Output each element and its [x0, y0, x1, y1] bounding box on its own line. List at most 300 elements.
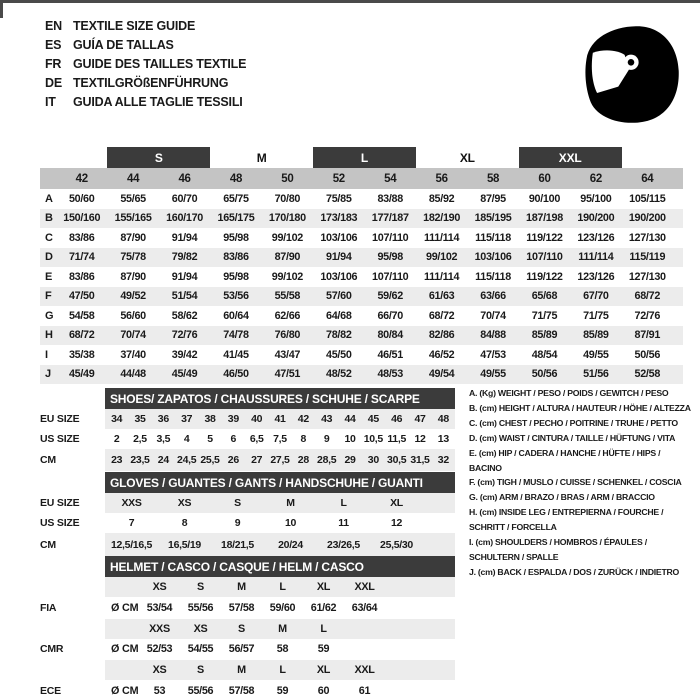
legend-item: J. (cm) BACK / ESPALDA / DOS / ZURÜCK / INDIETRO	[469, 566, 680, 577]
helmet-cm-value-cell: 53/54	[146, 601, 173, 614]
size-value-cell: 55/58	[274, 290, 301, 303]
size-value-cell: 49/55	[480, 368, 506, 381]
helmet-fia-values-row	[40, 597, 455, 619]
glove-us-size-cell: 12	[390, 517, 403, 529]
size-band-l: L	[313, 147, 416, 168]
size-column-header: 60	[538, 172, 551, 185]
helmet-cm-value-cell: 53	[153, 684, 166, 697]
measure-letter: I	[45, 348, 48, 361]
title-language-list	[45, 16, 246, 111]
size-value-cell: 127/130	[628, 231, 666, 244]
size-table-row-D	[40, 248, 683, 268]
textile-size-table	[40, 147, 683, 384]
size-value-cell: 99/102	[271, 270, 303, 283]
shoe-us-size-cell: 6	[230, 433, 237, 445]
helmet-cm-value-cell: 54/55	[187, 643, 214, 656]
size-value-cell: 127/130	[628, 270, 666, 283]
shoe-us-size-cell: 5	[207, 433, 213, 445]
size-value-cell: 160/170	[166, 212, 203, 225]
size-value-cell: 107/110	[372, 231, 409, 244]
shoe-us-size-cell: 2,5	[133, 433, 147, 445]
helmet-cm-value-cell: 56/57	[228, 643, 255, 656]
size-table-body	[40, 189, 683, 384]
size-value-cell: 65/68	[531, 290, 558, 303]
size-value-cell: 78/82	[326, 329, 352, 342]
shoe-cm-cell: 28	[297, 454, 309, 466]
glove-cm-cell: 16,5/19	[168, 539, 201, 551]
language-row	[45, 92, 246, 111]
size-column-header: 44	[127, 172, 140, 185]
legend-item: E. (cm) HIP / CADERA / HANCHE / HÜFTE / HIPS / BACINO	[469, 447, 661, 473]
size-value-cell: 45/49	[68, 368, 95, 381]
glove-eu-size-cell: L	[340, 497, 347, 509]
size-value-cell: 87/90	[120, 231, 146, 244]
shoe-cm-cell: 26	[227, 454, 239, 466]
gloves-cm-row	[40, 533, 455, 557]
shoe-eu-size-cell: 44	[344, 413, 356, 425]
helmet-size-label-cell: S	[197, 664, 204, 676]
size-value-cell: 48/54	[531, 348, 558, 361]
shoe-us-size-cell: 12	[414, 433, 426, 445]
helmet-size-label-cell: L	[320, 622, 327, 635]
size-numbers-row	[40, 168, 683, 189]
size-table-row-E	[40, 267, 683, 287]
helmet-cm-value-cell: 60	[317, 684, 330, 697]
row-label: CM	[40, 539, 56, 551]
page-frame-top-line	[3, 0, 700, 3]
helmet-cmr-sizes-row	[40, 619, 455, 639]
size-value-cell: 165/175	[217, 212, 255, 225]
shoe-us-size-cell: 7,5	[273, 433, 287, 445]
size-value-cell: 95/98	[223, 231, 249, 244]
unit-label: Ø CM	[111, 643, 139, 656]
shoe-cm-cell: 24	[157, 454, 169, 466]
size-value-cell: 99/102	[426, 251, 458, 264]
shoe-us-size-cell: 3,5	[156, 433, 171, 445]
shoes-us-size-row	[40, 429, 455, 449]
size-value-cell: 111/114	[424, 270, 460, 283]
size-value-cell: 50/56	[634, 348, 661, 361]
language-code: IT	[45, 94, 56, 109]
size-value-cell: 67/70	[583, 290, 609, 303]
standard-label: ECE	[40, 684, 61, 697]
shoe-us-size-cell: 2	[113, 433, 120, 445]
size-value-cell: 63/66	[480, 290, 506, 303]
glove-cm-cell: 25,5/30	[380, 539, 413, 551]
shoe-cm-cell: 27,5	[270, 454, 290, 466]
glove-cm-cell: 18/21,5	[221, 539, 254, 551]
shoes-eu-size-row	[40, 409, 455, 429]
size-value-cell: 85/89	[531, 329, 558, 342]
language-code: ES	[45, 37, 62, 52]
guide-title: TEXTILE SIZE GUIDE	[73, 18, 196, 33]
glove-us-size-cell: 9	[234, 517, 241, 529]
shoe-us-size-cell: 4	[183, 433, 190, 445]
size-value-cell: 48/53	[377, 368, 403, 381]
size-value-cell: 190/200	[628, 212, 666, 225]
size-value-cell: 185/195	[474, 212, 512, 225]
size-value-cell: 41/45	[223, 348, 249, 361]
size-value-cell: 177/187	[371, 212, 409, 225]
guide-title: GUÍA DE TALLAS	[73, 37, 174, 52]
language-row	[45, 54, 246, 73]
size-value-cell: 71/74	[68, 251, 95, 264]
helmet-cm-value-cell: 63/64	[351, 601, 378, 614]
legend-item: D. (cm) WAIST / CINTURA / TAILLE / HÜFTUNG / VITA	[469, 432, 676, 443]
shoe-eu-size-cell: 47	[414, 413, 426, 425]
size-table-row-A	[40, 189, 683, 209]
helmet-cm-value-cell: 59	[317, 643, 330, 656]
guide-title: GUIDE DES TAILLES TEXTILE	[73, 56, 247, 71]
shoe-eu-size-cell: 40	[251, 413, 263, 425]
size-column-header: 58	[486, 172, 500, 185]
measurement-legend	[469, 386, 694, 580]
size-column-header: 52	[332, 172, 345, 185]
legend-item: B. (cm) HEIGHT / ALTURA / HAUTEUR / HÖHE / ALTEZZA	[469, 402, 691, 413]
legend-item: F. (cm) TIGH / MUSLO / CUISSE / SCHENKEL / COSCIA	[469, 477, 682, 488]
row-label	[40, 577, 105, 597]
language-row	[45, 73, 246, 92]
shoe-us-size-cell: 9	[323, 433, 330, 445]
shoe-eu-size-cell: 35	[134, 413, 146, 425]
shoe-us-size-cell: 10	[344, 433, 356, 445]
glove-us-size-cell: 10	[284, 517, 297, 529]
size-value-cell: 82/86	[428, 329, 455, 342]
size-value-cell: 83/88	[377, 192, 403, 205]
row-label: US SIZE	[40, 433, 80, 445]
size-column-header: 42	[75, 172, 88, 185]
size-value-cell: 87/91	[634, 329, 661, 342]
size-value-cell: 54/58	[68, 309, 95, 322]
gloves-us-size-row	[40, 513, 455, 533]
shoe-eu-size-cell: 36	[157, 413, 169, 425]
shoe-cm-cell: 29	[344, 454, 356, 466]
size-value-cell: 107/110	[372, 270, 409, 283]
shoe-cm-cell: 32	[437, 454, 449, 466]
language-row	[45, 16, 246, 35]
shoe-cm-cell: 30	[367, 454, 379, 466]
size-value-cell: 103/106	[320, 270, 358, 283]
size-band-xl: XL	[459, 150, 475, 165]
glove-cm-cell: 23/26,5	[327, 539, 360, 551]
size-value-cell: 60/64	[223, 309, 249, 322]
size-value-cell: 83/86	[223, 251, 249, 264]
size-value-cell: 90/100	[528, 192, 561, 205]
size-value-cell: 66/70	[377, 309, 403, 322]
measure-letter: J	[45, 368, 51, 381]
size-column-header: 54	[384, 172, 397, 185]
shoe-cm-cell: 23	[111, 454, 123, 466]
helmet-cm-value-cell: 52/53	[146, 643, 173, 656]
size-value-cell: 55/65	[120, 192, 146, 205]
language-code: FR	[45, 56, 62, 71]
size-value-cell: 187/198	[525, 212, 563, 225]
size-value-cell: 74/78	[223, 329, 249, 342]
size-value-cell: 35/38	[68, 348, 95, 361]
helmet-cm-value-cell: 61/62	[310, 601, 337, 614]
size-value-cell: 115/118	[475, 270, 511, 283]
shoe-us-size-cell: 11,5	[387, 433, 406, 445]
size-value-cell: 50/56	[531, 368, 558, 381]
helmet-section-header: HELMET / CASCO / CASQUE / HELM / CASCO	[105, 556, 455, 577]
shoe-us-size-cell: 6,5	[249, 433, 264, 445]
size-value-cell: 51/54	[171, 290, 198, 303]
helmet-size-label-cell: L	[279, 664, 286, 676]
size-table-row-B	[40, 209, 683, 229]
size-value-cell: 52/58	[634, 368, 661, 381]
glove-us-size-cell: 7	[128, 517, 135, 529]
size-value-cell: 91/94	[171, 270, 198, 283]
size-value-cell: 85/92	[428, 192, 455, 205]
size-value-cell: 76/80	[274, 329, 301, 342]
helmet-size-label-cell: XS	[193, 622, 208, 635]
glove-eu-size-cell: M	[286, 497, 295, 509]
size-value-cell: 182/190	[423, 212, 461, 225]
size-value-cell: 103/106	[320, 231, 358, 244]
glove-eu-size-cell: XS	[177, 497, 192, 509]
shoe-eu-size-cell: 45	[367, 413, 379, 425]
shoe-eu-size-cell: 48	[437, 413, 449, 425]
size-value-cell: 79/82	[171, 251, 198, 264]
size-value-cell: 119/122	[526, 231, 563, 244]
row-label: EU SIZE	[40, 413, 80, 425]
size-value-cell: 83/86	[68, 270, 95, 283]
helmet-ece-sizes-row	[40, 660, 455, 680]
size-value-cell: 37/40	[120, 348, 146, 361]
language-code: DE	[45, 75, 62, 90]
helmet-size-label-cell: XL	[316, 581, 331, 593]
legend-item: A. (Kg) WEIGHT / PESO / POIDS / GEWITCH / PESO	[469, 388, 669, 398]
size-value-cell: 72/76	[634, 309, 661, 322]
row-label: US SIZE	[40, 517, 80, 529]
row-label: EU SIZE	[40, 497, 80, 509]
size-value-cell: 170/180	[268, 212, 306, 225]
gloves-section-header: GLOVES / GUANTES / GANTS / HANDSCHUHE / GUANTI	[105, 472, 455, 493]
row-label	[40, 660, 105, 680]
size-value-cell: 83/86	[68, 231, 95, 244]
measure-letter: E	[45, 270, 53, 283]
size-value-cell: 99/102	[271, 231, 303, 244]
size-value-cell: 46/51	[377, 348, 403, 361]
size-value-cell: 87/95	[480, 192, 506, 205]
size-value-cell: 47/50	[68, 290, 95, 303]
glove-cm-cell: 20/24	[278, 539, 303, 551]
helmet-cm-value-cell: 61	[358, 684, 371, 697]
size-value-cell: 75/78	[120, 251, 146, 264]
unit-label: Ø CM	[111, 684, 139, 697]
glove-cm-cell: 12,5/16,5	[110, 539, 153, 551]
size-value-cell: 84/88	[480, 329, 506, 342]
helmet-size-label-cell: XXS	[149, 622, 170, 635]
size-value-cell: 155/165	[114, 212, 152, 225]
shoe-us-size-cell: 13	[437, 433, 449, 445]
measure-letter: C	[45, 231, 53, 244]
legend-item: H. (cm) INSIDE LEG / ENTREPIERNA / FOURCHE / SCHRITT / FORCELLA	[469, 507, 664, 533]
shoe-cm-cell: 30,5	[387, 454, 407, 466]
size-number-cells	[56, 168, 673, 189]
size-value-cell: 107/110	[526, 251, 563, 264]
size-value-cell: 115/119	[629, 251, 666, 264]
size-column-header: 56	[435, 172, 448, 185]
shoes-section-header: SHOES/ ZAPATOS / CHAUSSURES / SCHUHE / SCARPE	[105, 388, 455, 409]
size-value-cell: 48/52	[326, 368, 352, 381]
size-value-cell: 85/89	[583, 329, 609, 342]
size-value-cell: 123/126	[577, 231, 615, 244]
size-value-cell: 71/75	[583, 309, 609, 322]
glove-eu-size-cell: S	[234, 497, 241, 509]
size-value-cell: 68/72	[68, 329, 95, 342]
shoe-cm-cell: 24,5	[177, 454, 197, 466]
size-value-cell: 72/76	[171, 329, 198, 342]
size-value-cell: 60/70	[171, 192, 198, 205]
shoe-eu-size-cell: 39	[227, 413, 239, 425]
helmet-cm-value-cell: 57/58	[228, 601, 255, 614]
measure-letter: G	[45, 309, 54, 322]
racing-helmet-icon	[576, 22, 686, 128]
size-value-cell: 46/52	[428, 348, 455, 361]
size-value-cell: 45/50	[326, 348, 352, 361]
size-value-cell: 65/75	[223, 192, 249, 205]
helmet-size-label-cell: XL	[316, 664, 331, 676]
standard-label: FIA	[40, 601, 57, 614]
size-value-cell: 111/114	[578, 251, 614, 264]
page-frame-left-line	[0, 0, 3, 18]
shoes-cm-row	[40, 449, 455, 471]
shoe-us-size-cell: 8	[300, 433, 307, 445]
size-value-cell: 190/200	[577, 212, 615, 225]
shoe-eu-size-cell: 46	[391, 413, 403, 425]
helmet-size-label-cell: S	[238, 622, 245, 635]
size-value-cell: 53/56	[223, 290, 249, 303]
size-value-cell: 95/100	[580, 192, 612, 205]
size-column-header: 64	[641, 172, 654, 185]
helmet-size-label-cell: M	[278, 622, 287, 635]
size-value-cell: 173/183	[320, 212, 358, 225]
size-value-cell: 95/98	[223, 270, 249, 283]
size-table-row-H	[40, 326, 683, 346]
helmet-size-label-cell: L	[279, 581, 286, 593]
helmet-fia-sizes-row	[40, 577, 455, 597]
size-value-cell: 87/90	[120, 270, 146, 283]
helmet-size-label-cell: M	[237, 664, 246, 676]
unit-label	[105, 660, 139, 680]
measure-letter: A	[45, 192, 53, 205]
helmet-size-section	[40, 556, 455, 700]
shoe-eu-size-cell: 43	[321, 413, 333, 425]
helmet-size-label-cell: XS	[152, 581, 167, 593]
shoe-cm-cell: 28,5	[317, 454, 337, 466]
size-value-cell: 71/75	[531, 309, 558, 322]
size-band-cells	[56, 147, 673, 168]
language-row	[45, 35, 246, 54]
size-value-cell: 115/118	[475, 231, 511, 244]
gloves-size-section	[40, 472, 455, 557]
size-value-cell: 80/84	[377, 329, 403, 342]
size-value-cell: 70/80	[274, 192, 301, 205]
helmet-size-label-cell: XXL	[354, 581, 375, 593]
helmet-size-label-cell: XXL	[354, 664, 375, 676]
size-value-cell: 62/66	[274, 309, 301, 322]
size-value-cell: 47/51	[274, 368, 301, 381]
size-value-cell: 70/74	[480, 309, 506, 322]
size-column-header: 46	[178, 172, 191, 185]
language-code: EN	[45, 18, 62, 33]
row-label: CM	[40, 454, 56, 466]
size-column-header: 50	[281, 172, 294, 185]
size-value-cell: 70/74	[120, 329, 146, 342]
measure-letter: H	[45, 329, 53, 342]
shoe-cm-cell: 23,5	[130, 454, 150, 466]
size-value-cell: 111/114	[424, 231, 460, 244]
size-table-row-I	[40, 345, 683, 365]
measure-letter: D	[45, 251, 53, 264]
shoe-us-size-cell: 10,5	[363, 433, 383, 445]
size-value-cell: 91/94	[171, 231, 198, 244]
size-value-cell: 45/49	[171, 368, 198, 381]
size-value-cell: 49/54	[428, 368, 455, 381]
size-value-cell: 58/62	[171, 309, 198, 322]
shoe-cm-cell: 25,5	[200, 454, 220, 466]
helmet-cmr-values-row	[40, 639, 455, 661]
size-value-cell: 68/72	[634, 290, 661, 303]
gloves-eu-size-row	[40, 493, 455, 513]
size-value-cell: 49/52	[120, 290, 146, 303]
unit-label	[105, 619, 139, 639]
helmet-cm-value-cell: 59/60	[269, 601, 296, 614]
size-value-cell: 150/160	[63, 212, 101, 225]
size-table-row-G	[40, 306, 683, 326]
size-value-cell: 103/106	[474, 251, 512, 264]
helmet-size-label-cell: M	[237, 581, 246, 593]
legend-item: C. (cm) CHEST / PECHO / POITRINE / TRUHE / PETTO	[469, 417, 678, 428]
legend-item: I. (cm) SHOULDERS / HOMBROS / ÉPAULES / SCHULTERN / SPALLE	[469, 537, 647, 562]
measure-letter: F	[45, 290, 52, 303]
size-value-cell: 56/60	[120, 309, 146, 322]
size-value-cell: 39/42	[171, 348, 198, 361]
size-value-cell: 64/68	[326, 309, 352, 322]
size-table-row-J	[40, 365, 683, 385]
glove-us-size-cell: 8	[181, 517, 188, 529]
size-value-cell: 47/53	[480, 348, 506, 361]
legend-item: G. (cm) ARM / BRAZO / BRAS / ARM / BRACCIO	[469, 492, 655, 503]
size-value-cell: 68/72	[428, 309, 455, 322]
size-band-row	[40, 147, 683, 168]
size-band-s: S	[107, 147, 210, 168]
size-band-xxl: XXL	[519, 147, 622, 168]
helmet-ece-values-row	[40, 680, 455, 700]
shoe-cm-cell: 31,5	[410, 454, 430, 466]
size-table-row-C	[40, 228, 683, 248]
size-value-cell: 119/122	[526, 270, 563, 283]
glove-us-size-cell: 11	[338, 517, 349, 529]
helmet-cm-value-cell: 59	[276, 684, 289, 697]
size-value-cell: 87/90	[274, 251, 301, 264]
guide-title: GUIDA ALLE TAGLIE TESSILI	[73, 94, 243, 109]
shoe-eu-size-cell: 38	[204, 413, 216, 425]
size-value-cell: 61/63	[428, 290, 455, 303]
size-value-cell: 51/56	[583, 368, 609, 381]
size-value-cell: 75/85	[326, 192, 352, 205]
shoe-eu-size-cell: 41	[274, 413, 286, 425]
size-column-header: 48	[229, 172, 243, 185]
measure-letter: B	[45, 212, 53, 225]
glove-eu-size-cell: XXS	[121, 497, 142, 509]
glove-eu-size-cell: XL	[390, 497, 403, 509]
shoe-cm-cell: 27	[251, 454, 263, 466]
size-value-cell: 46/50	[223, 368, 249, 381]
size-column-header: 62	[589, 172, 602, 185]
helmet-size-label-cell: S	[197, 581, 204, 593]
